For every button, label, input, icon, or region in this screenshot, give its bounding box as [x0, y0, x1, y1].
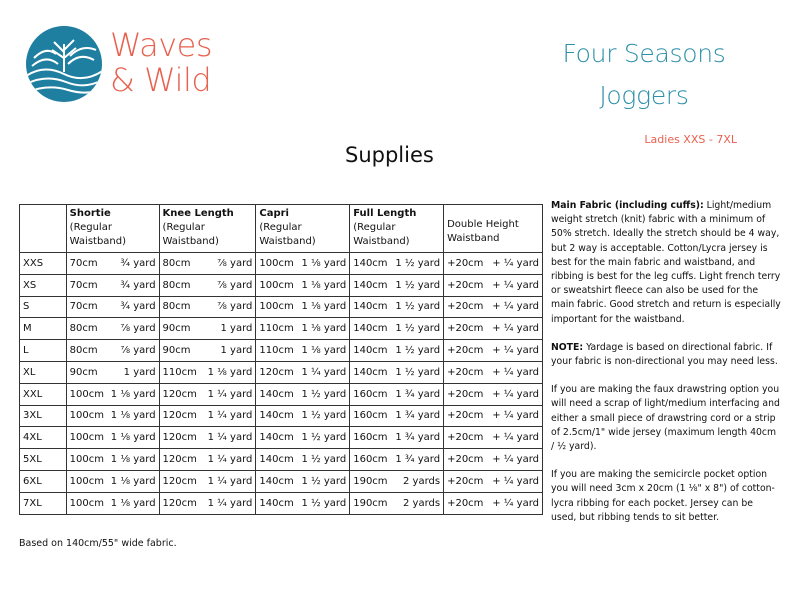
- metric-amount: 160cm: [353, 454, 388, 466]
- metric-amount: 140cm: [353, 257, 388, 269]
- metric-amount: +20cm: [447, 388, 484, 400]
- header-sub: Waistband): [69, 236, 127, 247]
- table-row: [20, 470, 543, 492]
- main-fabric-text: Light/medium weight stretch (knit) fabric with a minimum of 50% stretch. Ideally the stretch should be 4 way, but 2 way is acceptable. Cotton/Lycra jersey is best for the main fabric and waistband, and ribbing is best for the leg cuffs. Light french terry or sweatshirt fleece can also be used for the main fabric. Good stretch and return is especially important for the waistband.: [551, 200, 781, 325]
- imperial-amount: 1 ½ yard: [395, 279, 441, 291]
- table-cell: [256, 383, 350, 405]
- table-row: [20, 492, 543, 514]
- metric-amount: 100cm: [69, 475, 104, 487]
- size-label: L: [20, 340, 67, 362]
- table-cell: [66, 427, 159, 449]
- table-cell: [256, 470, 350, 492]
- header-sub: (Regular: [259, 222, 302, 233]
- table-row: [20, 427, 543, 449]
- metric-amount: 100cm: [69, 454, 104, 466]
- metric-amount: 80cm: [69, 345, 98, 357]
- waves-and-wild-logo-icon: [24, 24, 104, 104]
- table-cell: [66, 492, 159, 514]
- metric-amount: 120cm: [259, 366, 294, 378]
- metric-amount: 140cm: [259, 497, 294, 509]
- header-sub: Double Height: [447, 218, 519, 230]
- table-row: [20, 296, 543, 318]
- size-label: XXS: [20, 253, 67, 275]
- header-sub: (Regular: [162, 222, 205, 233]
- metric-amount: 140cm: [259, 432, 294, 444]
- table-cell: [159, 383, 256, 405]
- table-cell: [350, 340, 444, 362]
- imperial-amount: 1 ⅛ yard: [301, 345, 347, 357]
- imperial-amount: 1 ¼ yard: [207, 388, 253, 400]
- header-sub: (Regular: [69, 222, 112, 233]
- header-sub: Waistband): [162, 236, 219, 247]
- fabric-width-footnote: Based on 140cm/55" wide fabric.: [19, 538, 177, 549]
- table-cell: [159, 449, 256, 471]
- header-main: Capri: [259, 208, 289, 219]
- metric-amount: +20cm: [447, 410, 484, 422]
- metric-amount: 140cm: [259, 410, 294, 422]
- size-label: 4XL: [20, 427, 67, 449]
- table-cell: [444, 405, 543, 427]
- metric-amount: 90cm: [69, 366, 98, 378]
- table-cell: [350, 470, 444, 492]
- table-cell: [350, 253, 444, 275]
- table-cell: [66, 449, 159, 471]
- table-cell: [350, 449, 444, 471]
- imperial-amount: 1 yard: [220, 345, 253, 357]
- table-cell: [66, 253, 159, 275]
- table-cell: [66, 340, 159, 362]
- imperial-amount: ⅞ yard: [217, 257, 253, 269]
- table-row: [20, 405, 543, 427]
- brand-name: [110, 28, 212, 98]
- size-header: [20, 205, 67, 253]
- table-cell: [444, 318, 543, 340]
- pattern-title: [534, 33, 754, 117]
- imperial-amount: 1 ¼ yard: [207, 432, 253, 444]
- imperial-amount: + ¼ yard: [492, 497, 539, 509]
- size-label: XS: [20, 274, 67, 296]
- metric-amount: 190cm: [353, 475, 388, 487]
- table-cell: [256, 274, 350, 296]
- metric-amount: 120cm: [162, 410, 197, 422]
- imperial-amount: 1 ¾ yard: [395, 454, 441, 466]
- metric-amount: 140cm: [353, 279, 388, 291]
- table-row: [20, 449, 543, 471]
- imperial-amount: 2 yards: [402, 497, 441, 509]
- imperial-amount: 1 ⅛ yard: [110, 388, 156, 400]
- size-label: 7XL: [20, 492, 67, 514]
- metric-amount: 100cm: [259, 279, 294, 291]
- imperial-amount: 1 ⅛ yard: [301, 257, 347, 269]
- metric-amount: 90cm: [162, 323, 191, 335]
- metric-amount: 140cm: [259, 388, 294, 400]
- imperial-amount: + ¼ yard: [492, 432, 539, 444]
- table-cell: [256, 449, 350, 471]
- metric-amount: +20cm: [447, 323, 484, 335]
- imperial-amount: 1 ¼ yard: [207, 410, 253, 422]
- table-cell: [66, 361, 159, 383]
- imperial-amount: + ¼ yard: [492, 323, 539, 335]
- imperial-amount: ¾ yard: [120, 279, 156, 291]
- imperial-amount: 1 ½ yard: [301, 432, 347, 444]
- metric-amount: 110cm: [259, 345, 294, 357]
- table-cell: [256, 427, 350, 449]
- imperial-amount: 1 ⅛ yard: [301, 323, 347, 335]
- size-label: S: [20, 296, 67, 318]
- table-header-row: [20, 205, 543, 253]
- imperial-amount: + ¼ yard: [492, 388, 539, 400]
- imperial-amount: 1 ½ yard: [301, 388, 347, 400]
- metric-amount: 110cm: [259, 323, 294, 335]
- metric-amount: 90cm: [162, 345, 191, 357]
- table-cell: [256, 405, 350, 427]
- imperial-amount: ⅞ yard: [217, 301, 253, 313]
- table-cell: [66, 383, 159, 405]
- table-cell: [256, 318, 350, 340]
- table-cell: [66, 296, 159, 318]
- brand-line2: & Wild: [110, 61, 212, 99]
- imperial-amount: 1 yard: [123, 366, 156, 378]
- metric-amount: +20cm: [447, 301, 484, 313]
- table-row: [20, 361, 543, 383]
- metric-amount: +20cm: [447, 279, 484, 291]
- table-cell: [444, 296, 543, 318]
- table-cell: [256, 296, 350, 318]
- table-cell: [444, 340, 543, 362]
- table-cell: [256, 492, 350, 514]
- table-cell: [159, 340, 256, 362]
- imperial-amount: 2 yards: [402, 475, 441, 487]
- imperial-amount: 1 yard: [220, 323, 253, 335]
- imperial-amount: 1 ¼ yard: [207, 454, 253, 466]
- column-header-double-height-waistband: [444, 205, 543, 253]
- yardage-note: [551, 341, 781, 369]
- header-main: Shortie: [69, 208, 111, 219]
- metric-amount: 140cm: [353, 323, 388, 335]
- imperial-amount: ⅞ yard: [120, 323, 156, 335]
- imperial-amount: 1 ⅛ yard: [110, 475, 156, 487]
- note-label: NOTE:: [551, 341, 584, 353]
- metric-amount: 110cm: [162, 366, 197, 378]
- metric-amount: 140cm: [353, 301, 388, 313]
- table-row: [20, 383, 543, 405]
- metric-amount: 120cm: [162, 432, 197, 444]
- metric-amount: 70cm: [69, 257, 98, 269]
- imperial-amount: + ¼ yard: [492, 345, 539, 357]
- metric-amount: 140cm: [259, 475, 294, 487]
- header-sub: Waistband): [353, 236, 410, 247]
- size-label: M: [20, 318, 67, 340]
- table-cell: [159, 405, 256, 427]
- header-sub: Waistband: [447, 232, 500, 244]
- imperial-amount: ¾ yard: [120, 301, 156, 313]
- section-title: Supplies: [345, 143, 434, 167]
- imperial-amount: 1 ½ yard: [395, 257, 441, 269]
- table-row: [20, 274, 543, 296]
- table-cell: [350, 405, 444, 427]
- imperial-amount: 1 ½ yard: [395, 323, 441, 335]
- size-label: 3XL: [20, 405, 67, 427]
- table-cell: [66, 318, 159, 340]
- table-cell: [256, 340, 350, 362]
- metric-amount: 80cm: [162, 301, 191, 313]
- table-cell: [350, 427, 444, 449]
- metric-amount: 120cm: [162, 454, 197, 466]
- column-header-capri: [256, 205, 350, 253]
- imperial-amount: 1 ⅛ yard: [207, 366, 253, 378]
- table-cell: [66, 405, 159, 427]
- table-cell: [159, 361, 256, 383]
- metric-amount: +20cm: [447, 257, 484, 269]
- table-cell: [444, 427, 543, 449]
- imperial-amount: 1 ¾ yard: [395, 410, 441, 422]
- metric-amount: +20cm: [447, 454, 484, 466]
- table-cell: [350, 361, 444, 383]
- metric-amount: 190cm: [353, 497, 388, 509]
- table-cell: [350, 274, 444, 296]
- column-header-shortie: [66, 205, 159, 253]
- metric-amount: 100cm: [69, 497, 104, 509]
- metric-amount: 100cm: [259, 301, 294, 313]
- imperial-amount: 1 ¼ yard: [301, 366, 347, 378]
- size-label: 5XL: [20, 449, 67, 471]
- table-cell: [159, 318, 256, 340]
- metric-amount: +20cm: [447, 366, 484, 378]
- table-cell: [66, 274, 159, 296]
- table-row: [20, 340, 543, 362]
- imperial-amount: 1 ¾ yard: [395, 432, 441, 444]
- table-cell: [159, 296, 256, 318]
- metric-amount: 140cm: [353, 366, 388, 378]
- imperial-amount: 1 ⅛ yard: [110, 497, 156, 509]
- size-label: 6XL: [20, 470, 67, 492]
- header-sub: (Regular: [353, 222, 396, 233]
- imperial-amount: 1 ½ yard: [301, 454, 347, 466]
- metric-amount: 160cm: [353, 410, 388, 422]
- pattern-title-line2: Joggers: [599, 81, 689, 110]
- table-cell: [350, 383, 444, 405]
- table-cell: [159, 253, 256, 275]
- table-cell: [159, 274, 256, 296]
- imperial-amount: 1 ½ yard: [395, 366, 441, 378]
- imperial-amount: + ¼ yard: [492, 301, 539, 313]
- size-label: XXL: [20, 383, 67, 405]
- column-header-full-length: [350, 205, 444, 253]
- imperial-amount: 1 ¼ yard: [207, 497, 253, 509]
- header-main: Full Length: [353, 208, 417, 219]
- table-cell: [444, 361, 543, 383]
- pattern-sizes: Ladies XXS - 7XL: [644, 133, 737, 146]
- table-row: [20, 253, 543, 275]
- table-cell: [444, 274, 543, 296]
- metric-amount: +20cm: [447, 475, 484, 487]
- imperial-amount: + ¼ yard: [492, 454, 539, 466]
- imperial-amount: 1 ¼ yard: [207, 475, 253, 487]
- imperial-amount: 1 ½ yard: [395, 345, 441, 357]
- metric-amount: 120cm: [162, 388, 197, 400]
- metric-amount: 70cm: [69, 301, 98, 313]
- drawstring-note: If you are making the faux drawstring option you will need a scrap of light/medium interfacing and either a small piece of drawstring cord or a strip of 2.5cm/1" wide jersey (maximum length 40cm / ½ yard).: [551, 384, 780, 453]
- table-cell: [444, 470, 543, 492]
- imperial-amount: 1 ½ yard: [301, 475, 347, 487]
- table-cell: [350, 318, 444, 340]
- metric-amount: 100cm: [259, 257, 294, 269]
- table-cell: [159, 492, 256, 514]
- table-cell: [159, 470, 256, 492]
- supplies-table: [19, 204, 543, 515]
- table-cell: [66, 470, 159, 492]
- header-main: Knee Length: [162, 208, 234, 219]
- metric-amount: 80cm: [69, 323, 98, 335]
- imperial-amount: + ¼ yard: [492, 475, 539, 487]
- metric-amount: 100cm: [69, 432, 104, 444]
- metric-amount: 120cm: [162, 497, 197, 509]
- metric-amount: 160cm: [353, 388, 388, 400]
- imperial-amount: 1 ⅛ yard: [301, 301, 347, 313]
- table-row: [20, 318, 543, 340]
- imperial-amount: + ¼ yard: [492, 366, 539, 378]
- size-label: XL: [20, 361, 67, 383]
- imperial-amount: 1 ½ yard: [301, 410, 347, 422]
- table-cell: [159, 427, 256, 449]
- imperial-amount: 1 ¾ yard: [395, 388, 441, 400]
- table-cell: [444, 253, 543, 275]
- imperial-amount: 1 ½ yard: [301, 497, 347, 509]
- brand-line1: Waves: [110, 26, 212, 64]
- imperial-amount: 1 ⅛ yard: [110, 432, 156, 444]
- metric-amount: 140cm: [353, 345, 388, 357]
- metric-amount: 160cm: [353, 432, 388, 444]
- table-cell: [444, 449, 543, 471]
- imperial-amount: 1 ⅛ yard: [301, 279, 347, 291]
- column-header-knee-length: [159, 205, 256, 253]
- main-fabric-label: Main Fabric (including cuffs):: [551, 200, 704, 211]
- table-cell: [256, 361, 350, 383]
- table-cell: [350, 296, 444, 318]
- metric-amount: 80cm: [162, 279, 191, 291]
- imperial-amount: ⅞ yard: [120, 345, 156, 357]
- imperial-amount: + ¼ yard: [492, 279, 539, 291]
- header-sub: Waistband): [259, 236, 316, 247]
- metric-amount: +20cm: [447, 497, 484, 509]
- note-text: Yardage is based on directional fabric. If your fabric is non-directional you may need less.: [551, 341, 778, 368]
- imperial-amount: + ¼ yard: [492, 257, 539, 269]
- metric-amount: 70cm: [69, 279, 98, 291]
- imperial-amount: 1 ⅛ yard: [110, 454, 156, 466]
- imperial-amount: + ¼ yard: [492, 410, 539, 422]
- table-cell: [444, 383, 543, 405]
- metric-amount: +20cm: [447, 345, 484, 357]
- table-cell: [350, 492, 444, 514]
- imperial-amount: 1 ⅛ yard: [110, 410, 156, 422]
- metric-amount: 140cm: [259, 454, 294, 466]
- table-cell: [256, 253, 350, 275]
- pattern-title-line1: Four Seasons: [562, 39, 726, 68]
- imperial-amount: 1 ½ yard: [395, 301, 441, 313]
- supplies-notes: [551, 199, 781, 539]
- metric-amount: +20cm: [447, 432, 484, 444]
- metric-amount: 80cm: [162, 257, 191, 269]
- metric-amount: 120cm: [162, 475, 197, 487]
- pocket-note: If you are making the semicircle pocket option you will need 3cm x 20cm (1 ⅛" x 8") of cotton-lycra ribbing for each pocket. Jersey can be used, but ribbing tends to sit better.: [551, 469, 775, 523]
- metric-amount: 100cm: [69, 388, 104, 400]
- main-fabric-note: [551, 199, 781, 327]
- imperial-amount: ¾ yard: [120, 257, 156, 269]
- table-cell: [444, 492, 543, 514]
- metric-amount: 100cm: [69, 410, 104, 422]
- imperial-amount: ⅞ yard: [217, 279, 253, 291]
- table-body: [20, 253, 543, 515]
